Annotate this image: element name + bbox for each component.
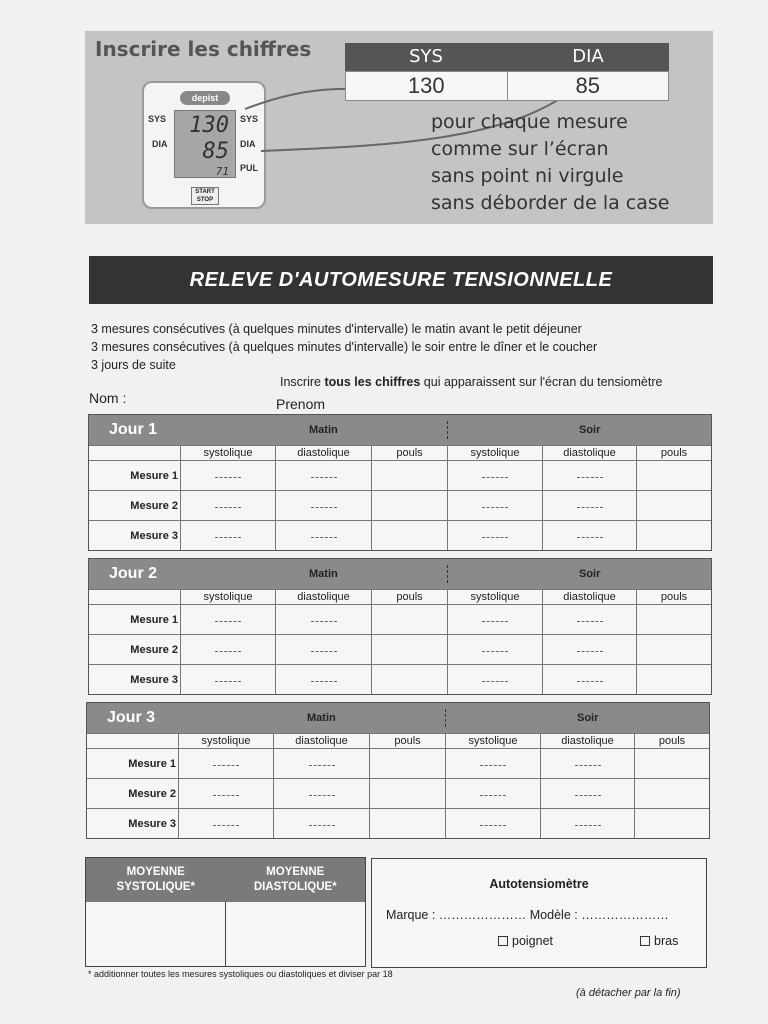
device-sys-label: SYS — [148, 114, 167, 124]
matin-header: Matin — [309, 424, 338, 436]
entry-cell[interactable] — [634, 749, 709, 778]
sample-dia-header: DIA — [572, 46, 604, 67]
entry-cell[interactable] — [273, 749, 369, 778]
entry-cell[interactable] — [369, 809, 445, 838]
entry-cell[interactable] — [273, 779, 369, 808]
instructions — [91, 320, 597, 374]
table-row — [89, 490, 711, 520]
device-brand: depist — [180, 91, 230, 105]
day-title: Jour 1 — [109, 421, 158, 438]
day-table-3 — [86, 702, 710, 839]
entry-cell[interactable] — [275, 461, 371, 490]
device-sys-label-right: SYS — [240, 114, 259, 124]
entry-cell[interactable] — [542, 521, 636, 550]
entry-cell[interactable] — [178, 749, 273, 778]
table-row — [89, 634, 711, 664]
lcd-dia-value: 85 — [202, 139, 229, 164]
avg-dia-cell[interactable] — [226, 902, 365, 966]
col-systolique: systolique — [447, 446, 542, 460]
instruction-line: 3 jours de suite — [91, 358, 176, 372]
col-pouls: pouls — [636, 590, 711, 604]
entry-cell[interactable] — [542, 461, 636, 490]
entry-cell[interactable] — [180, 605, 275, 634]
col-systolique: systolique — [180, 446, 275, 460]
entry-cell[interactable] — [371, 491, 447, 520]
day-table-1 — [88, 414, 712, 551]
entry-cell[interactable] — [445, 749, 540, 778]
banner-line: sans déborder de la case — [431, 192, 670, 214]
entry-cell[interactable] — [636, 491, 711, 520]
entry-cell[interactable] — [447, 491, 542, 520]
divider — [447, 421, 448, 439]
prenom-label: Prenom — [276, 396, 326, 412]
entry-cell[interactable] — [178, 779, 273, 808]
col-diastolique: diastolique — [275, 446, 371, 460]
entry-cell[interactable] — [447, 665, 542, 694]
entry-cell[interactable] — [540, 809, 634, 838]
autotensiometre-title: Autotensiomètre — [489, 877, 589, 891]
mesure-label: Mesure 2 — [130, 500, 178, 512]
banner-line: sans point ni virgule — [431, 165, 624, 187]
sample-dia-value: 85 — [575, 73, 600, 98]
entry-cell[interactable] — [634, 809, 709, 838]
col-diastolique: diastolique — [275, 590, 371, 604]
col-systolique: systolique — [445, 734, 540, 748]
device-dia-label-right: DIA — [240, 139, 256, 149]
banner-line: comme sur l’écran — [431, 138, 609, 160]
device-dia-label: DIA — [152, 139, 168, 149]
entry-cell[interactable] — [447, 461, 542, 490]
sample-values-table — [345, 43, 669, 101]
soir-header: Soir — [577, 712, 599, 724]
instruction-all-digits — [280, 375, 662, 389]
soir-header: Soir — [579, 424, 601, 436]
instruction-banner — [85, 31, 713, 224]
mesure-label: Mesure 3 — [130, 530, 178, 542]
table-row — [87, 748, 709, 778]
entry-cell[interactable] — [369, 749, 445, 778]
footnote: * additionner toutes les mesures systoliques ou diastoliques et diviser par 18 — [88, 969, 393, 979]
start-stop-button-illustration: START STOP — [191, 187, 219, 205]
table-row — [89, 664, 711, 694]
lcd-sys-value: 130 — [189, 113, 229, 138]
entry-cell[interactable] — [636, 635, 711, 664]
autotensiometre-box — [371, 858, 707, 968]
checkbox-icon[interactable] — [640, 936, 650, 946]
entry-cell[interactable] — [178, 809, 273, 838]
entry-cell[interactable] — [636, 461, 711, 490]
sample-sys-header: SYS — [409, 46, 443, 67]
banner-title: Inscrire les chiffres — [95, 37, 312, 61]
divider — [447, 565, 448, 583]
mesure-label: Mesure 1 — [130, 470, 178, 482]
entry-cell[interactable] — [636, 605, 711, 634]
col-systolique: systolique — [178, 734, 273, 748]
divider — [445, 709, 446, 727]
instruction2-after: qui apparaissent sur l'écran du tensiomètre — [420, 375, 663, 389]
col-diastolique: diastolique — [542, 590, 636, 604]
avg-dia-header: MOYENNE DIASTOLIQUE* — [253, 866, 337, 893]
instruction-line: 3 mesures consécutives (à quelques minutes d'intervalle) le soir entre le dîner et le coucher — [91, 340, 598, 354]
entry-cell[interactable] — [275, 521, 371, 550]
mesure-label: Mesure 2 — [130, 644, 178, 656]
mesure-label: Mesure 3 — [128, 818, 176, 830]
entry-cell[interactable] — [180, 665, 275, 694]
table-row — [89, 520, 711, 550]
avg-sys-cell[interactable] — [86, 902, 226, 966]
col-diastolique: diastolique — [273, 734, 369, 748]
nom-label: Nom : — [89, 390, 127, 406]
entry-cell[interactable] — [445, 809, 540, 838]
sample-sys-value: 130 — [346, 72, 508, 100]
entry-cell[interactable] — [540, 749, 634, 778]
entry-cell[interactable] — [273, 809, 369, 838]
col-systolique: systolique — [447, 590, 542, 604]
entry-cell[interactable] — [275, 605, 371, 634]
entry-cell[interactable] — [447, 605, 542, 634]
entry-cell[interactable] — [636, 665, 711, 694]
mesure-label: Mesure 3 — [130, 674, 178, 686]
page-title: RELEVE D'AUTOMESURE TENSIONNELLE — [89, 256, 713, 304]
banner-line: pour chaque mesure — [431, 111, 628, 133]
entry-cell[interactable] — [636, 521, 711, 550]
entry-cell[interactable] — [634, 779, 709, 808]
table-row — [89, 460, 711, 490]
entry-cell[interactable] — [542, 665, 636, 694]
day-title: Jour 3 — [107, 709, 156, 726]
table-row — [87, 778, 709, 808]
entry-cell[interactable] — [542, 635, 636, 664]
day-title: Jour 2 — [109, 565, 158, 582]
col-pouls: pouls — [636, 446, 711, 460]
entry-cell[interactable] — [275, 635, 371, 664]
entry-cell[interactable] — [371, 665, 447, 694]
table-row — [87, 808, 709, 838]
mesure-label: Mesure 1 — [130, 614, 178, 626]
entry-cell[interactable] — [180, 491, 275, 520]
avg-sys-header: MOYENNE SYSTOLIQUE* — [116, 866, 195, 893]
detach-note: (à détacher par la fin) — [576, 987, 681, 999]
entry-cell[interactable] — [371, 461, 447, 490]
entry-cell[interactable] — [180, 635, 275, 664]
entry-cell[interactable] — [447, 521, 542, 550]
entry-cell[interactable] — [542, 605, 636, 634]
poignet-label: poignet — [512, 934, 554, 948]
entry-cell[interactable] — [540, 779, 634, 808]
col-diastolique: diastolique — [542, 446, 636, 460]
poignet-checkbox[interactable] — [498, 934, 553, 948]
matin-header: Matin — [307, 712, 336, 724]
instruction2-bold: tous les chiffres — [324, 375, 421, 389]
banner-instructions — [431, 109, 669, 217]
entry-cell[interactable] — [180, 461, 275, 490]
lcd-pul-value: 71 — [215, 165, 229, 178]
instruction-line: 3 mesures consécutives (à quelques minutes d'intervalle) le matin avant le petit déjeuner — [91, 322, 582, 336]
entry-cell[interactable] — [180, 521, 275, 550]
entry-cell[interactable] — [371, 605, 447, 634]
mesure-label: Mesure 2 — [128, 788, 176, 800]
averages-table — [85, 857, 366, 967]
soir-header: Soir — [579, 568, 601, 580]
device-pul-label: PUL — [240, 163, 258, 173]
entry-cell[interactable] — [371, 635, 447, 664]
table-row — [89, 604, 711, 634]
day-table-2 — [88, 558, 712, 695]
entry-cell[interactable] — [542, 491, 636, 520]
checkbox-icon[interactable] — [498, 936, 508, 946]
col-pouls: pouls — [371, 446, 447, 460]
col-systolique: systolique — [180, 590, 275, 604]
entry-cell[interactable] — [275, 491, 371, 520]
entry-cell[interactable] — [447, 635, 542, 664]
col-pouls: pouls — [371, 590, 447, 604]
bras-label: bras — [654, 934, 679, 948]
entry-cell[interactable] — [371, 521, 447, 550]
marque-modele-field[interactable]: Marque : ………………… Modèle : ………………… — [386, 908, 669, 922]
instruction2-before: Inscrire — [280, 375, 325, 389]
col-pouls: pouls — [369, 734, 445, 748]
matin-header: Matin — [309, 568, 338, 580]
entry-cell[interactable] — [275, 665, 371, 694]
bras-checkbox[interactable] — [640, 934, 678, 948]
col-pouls: pouls — [634, 734, 709, 748]
entry-cell[interactable] — [369, 779, 445, 808]
entry-cell[interactable] — [445, 779, 540, 808]
col-diastolique: diastolique — [540, 734, 634, 748]
mesure-label: Mesure 1 — [128, 758, 176, 770]
